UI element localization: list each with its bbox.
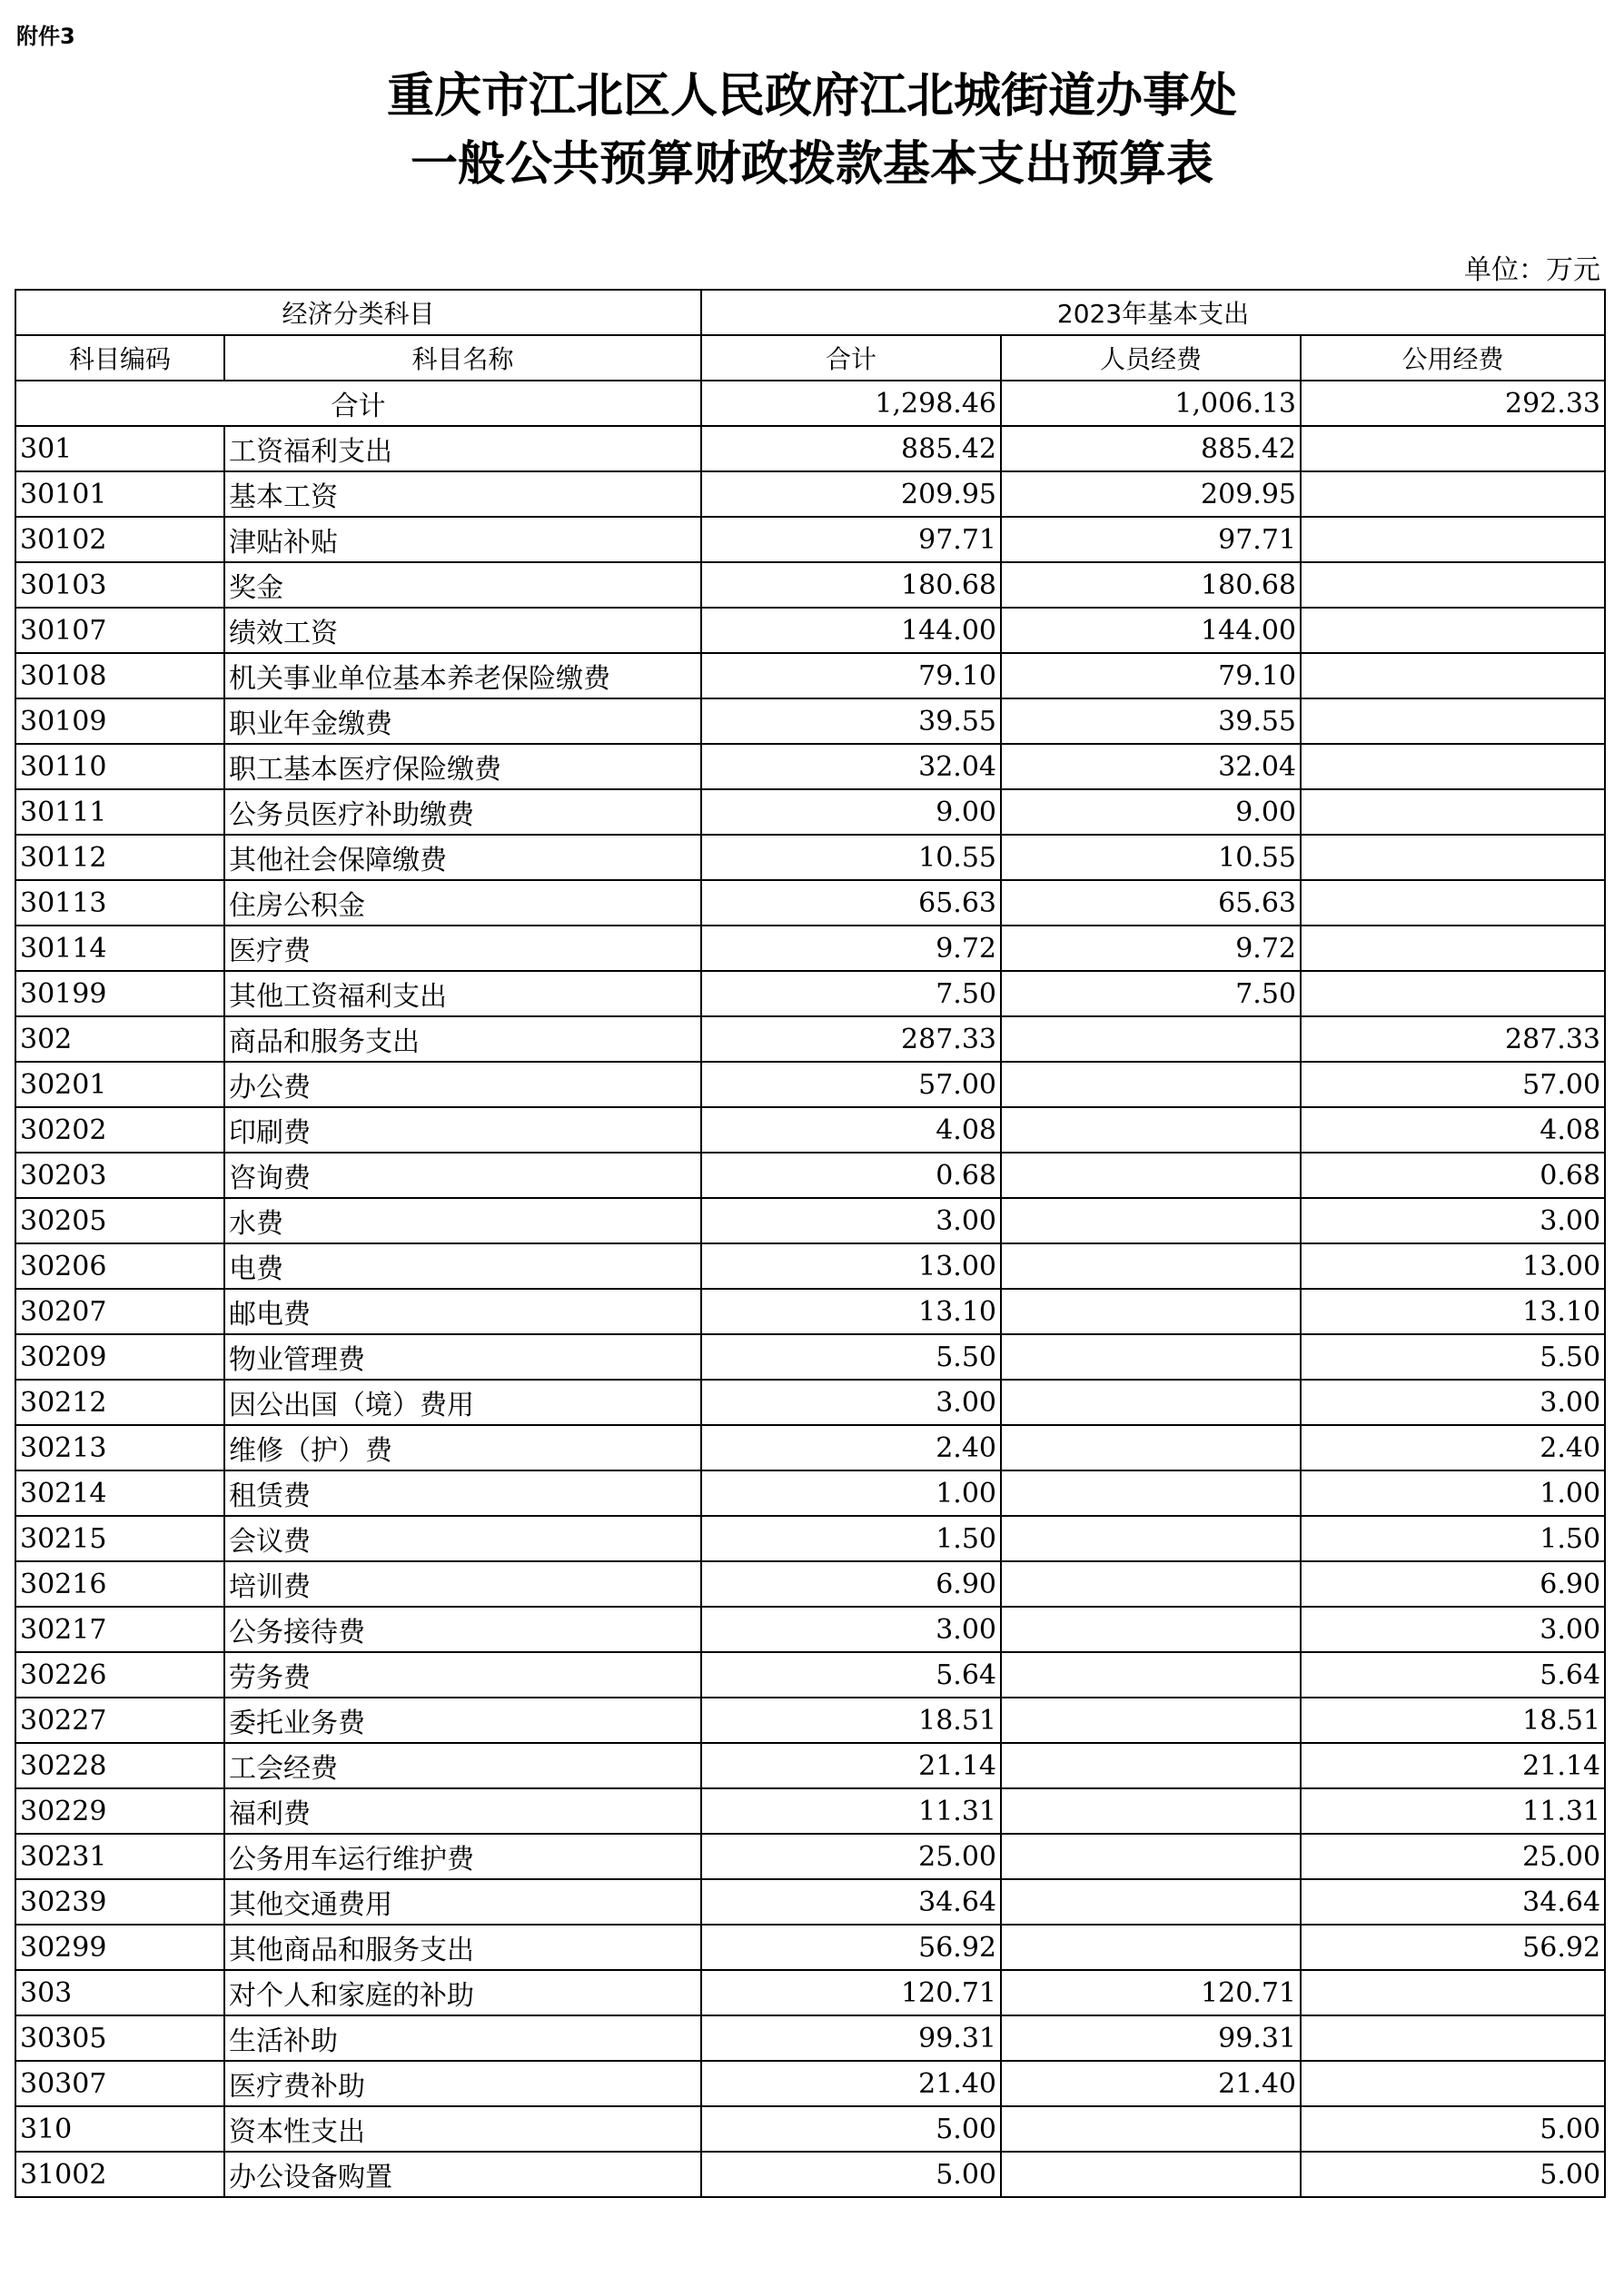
row-public	[1301, 471, 1605, 517]
row-public: 34.64	[1301, 1879, 1605, 1925]
row-name: 福利费	[224, 1788, 701, 1834]
table-row	[15, 698, 1605, 744]
header-subject-name: 科目名称	[224, 335, 701, 381]
row-total: 5.00	[701, 2106, 1001, 2152]
header-personnel-expense: 人员经费	[1001, 335, 1301, 381]
row-name: 对个人和家庭的补助	[224, 1970, 701, 2015]
row-total: 56.92	[701, 1925, 1001, 1970]
row-total: 5.64	[701, 1652, 1001, 1698]
row-personnel: 97.71	[1001, 517, 1301, 562]
row-total: 25.00	[701, 1834, 1001, 1879]
row-name: 印刷费	[224, 1107, 701, 1153]
row-personnel	[1001, 1516, 1301, 1561]
row-personnel	[1001, 1652, 1301, 1698]
row-public: 57.00	[1301, 1062, 1605, 1107]
row-public	[1301, 2015, 1605, 2061]
row-personnel	[1001, 1788, 1301, 1834]
total-row-public: 292.33	[1301, 381, 1605, 426]
row-personnel	[1001, 1107, 1301, 1153]
row-personnel: 32.04	[1001, 744, 1301, 789]
row-total: 21.14	[701, 1743, 1001, 1788]
row-total: 7.50	[701, 971, 1001, 1016]
row-total: 5.50	[701, 1334, 1001, 1380]
table-row	[15, 1788, 1605, 1834]
attachment-label: 附件3	[16, 24, 75, 49]
row-code: 30103	[15, 562, 224, 608]
table-row	[15, 789, 1605, 835]
row-name: 委托业务费	[224, 1698, 701, 1743]
row-code: 30202	[15, 1107, 224, 1153]
total-row-personnel: 1,006.13	[1001, 381, 1301, 426]
row-total: 21.40	[701, 2061, 1001, 2106]
row-personnel: 144.00	[1001, 608, 1301, 653]
table-row	[15, 971, 1605, 1016]
row-code: 30213	[15, 1425, 224, 1470]
row-total: 0.68	[701, 1153, 1001, 1198]
row-public	[1301, 517, 1605, 562]
row-public: 5.64	[1301, 1652, 1605, 1698]
row-code: 30108	[15, 653, 224, 698]
row-personnel: 120.71	[1001, 1970, 1301, 2015]
header-economic-category: 经济分类科目	[15, 290, 701, 335]
row-name: 奖金	[224, 562, 701, 608]
table-row	[15, 1243, 1605, 1289]
table-row	[15, 471, 1605, 517]
row-name: 工会经费	[224, 1743, 701, 1788]
row-public: 21.14	[1301, 1743, 1605, 1788]
row-total: 57.00	[701, 1062, 1001, 1107]
row-personnel	[1001, 1834, 1301, 1879]
row-public: 1.00	[1301, 1470, 1605, 1516]
row-personnel	[1001, 1925, 1301, 1970]
table-row	[15, 562, 1605, 608]
row-public: 11.31	[1301, 1788, 1605, 1834]
row-code: 30110	[15, 744, 224, 789]
row-public: 4.08	[1301, 1107, 1605, 1153]
row-personnel: 885.42	[1001, 426, 1301, 471]
row-code: 310	[15, 2106, 224, 2152]
row-code: 30217	[15, 1607, 224, 1652]
row-total: 2.40	[701, 1425, 1001, 1470]
row-public	[1301, 562, 1605, 608]
row-name: 资本性支出	[224, 2106, 701, 2152]
row-total: 3.00	[701, 1607, 1001, 1652]
row-code: 30102	[15, 517, 224, 562]
row-code: 30107	[15, 608, 224, 653]
row-total: 79.10	[701, 653, 1001, 698]
row-personnel: 180.68	[1001, 562, 1301, 608]
row-public: 25.00	[1301, 1834, 1605, 1879]
row-total: 9.00	[701, 789, 1001, 835]
row-total: 885.42	[701, 426, 1001, 471]
row-code: 30114	[15, 926, 224, 971]
row-total: 180.68	[701, 562, 1001, 608]
row-total: 287.33	[701, 1016, 1001, 1062]
row-name: 邮电费	[224, 1289, 701, 1334]
table-row	[15, 653, 1605, 698]
row-total: 13.00	[701, 1243, 1001, 1289]
row-total: 65.63	[701, 880, 1001, 926]
row-name: 租赁费	[224, 1470, 701, 1516]
table-row	[15, 880, 1605, 926]
table-row	[15, 1970, 1605, 2015]
table-row	[15, 1879, 1605, 1925]
row-personnel	[1001, 1062, 1301, 1107]
row-personnel: 9.00	[1001, 789, 1301, 835]
table-row	[15, 517, 1605, 562]
row-total: 209.95	[701, 471, 1001, 517]
row-code: 30212	[15, 1380, 224, 1425]
row-personnel	[1001, 2106, 1301, 2152]
row-total: 18.51	[701, 1698, 1001, 1743]
row-code: 30229	[15, 1788, 224, 1834]
row-personnel: 99.31	[1001, 2015, 1301, 2061]
table-row	[15, 1743, 1605, 1788]
row-personnel	[1001, 1016, 1301, 1062]
row-code: 30239	[15, 1879, 224, 1925]
row-personnel	[1001, 1243, 1301, 1289]
row-total: 6.90	[701, 1561, 1001, 1607]
row-code: 30216	[15, 1561, 224, 1607]
row-code: 30205	[15, 1198, 224, 1243]
table-row	[15, 1652, 1605, 1698]
table-row	[15, 1016, 1605, 1062]
row-public: 5.00	[1301, 2106, 1605, 2152]
title-line-1: 重庆市江北区人民政府江北城街道办事处	[386, 68, 1237, 124]
row-personnel: 65.63	[1001, 880, 1301, 926]
table-row	[15, 426, 1605, 471]
unit-label: 单位：万元	[1464, 254, 1600, 286]
row-total: 10.55	[701, 835, 1001, 880]
row-name: 劳务费	[224, 1652, 701, 1698]
row-public: 0.68	[1301, 1153, 1605, 1198]
row-code: 30231	[15, 1834, 224, 1879]
row-total: 3.00	[701, 1380, 1001, 1425]
row-personnel	[1001, 1425, 1301, 1470]
row-personnel: 9.72	[1001, 926, 1301, 971]
table-row	[15, 1925, 1605, 1970]
row-code: 30209	[15, 1334, 224, 1380]
row-name: 其他工资福利支出	[224, 971, 701, 1016]
row-total: 99.31	[701, 2015, 1001, 2061]
row-public: 3.00	[1301, 1607, 1605, 1652]
table-row	[15, 926, 1605, 971]
table-row	[15, 1470, 1605, 1516]
row-code: 31002	[15, 2152, 224, 2197]
table-row	[15, 1698, 1605, 1743]
table-row	[15, 2152, 1605, 2197]
row-personnel	[1001, 1470, 1301, 1516]
row-total: 9.72	[701, 926, 1001, 971]
row-total: 1.00	[701, 1470, 1001, 1516]
row-personnel	[1001, 1289, 1301, 1334]
row-code: 30206	[15, 1243, 224, 1289]
row-public	[1301, 608, 1605, 653]
row-personnel	[1001, 1198, 1301, 1243]
row-personnel	[1001, 1698, 1301, 1743]
row-code: 30201	[15, 1062, 224, 1107]
row-public: 3.00	[1301, 1380, 1605, 1425]
row-total: 32.04	[701, 744, 1001, 789]
row-total: 34.64	[701, 1879, 1001, 1925]
row-name: 物业管理费	[224, 1334, 701, 1380]
row-public	[1301, 835, 1605, 880]
row-public: 13.00	[1301, 1243, 1605, 1289]
row-code: 30101	[15, 471, 224, 517]
row-public: 13.10	[1301, 1289, 1605, 1334]
row-name: 其他商品和服务支出	[224, 1925, 701, 1970]
row-public	[1301, 698, 1605, 744]
page-title	[0, 62, 1624, 198]
row-public	[1301, 2061, 1605, 2106]
row-name: 因公出国（境）费用	[224, 1380, 701, 1425]
row-public	[1301, 653, 1605, 698]
table-row	[15, 744, 1605, 789]
row-total: 13.10	[701, 1289, 1001, 1334]
header-basic-expenditure-2023: 2023年基本支出	[701, 290, 1605, 335]
table-row	[15, 1107, 1605, 1153]
row-code: 30228	[15, 1743, 224, 1788]
row-code: 30113	[15, 880, 224, 926]
row-public: 6.90	[1301, 1561, 1605, 1607]
row-public	[1301, 426, 1605, 471]
row-name: 水费	[224, 1198, 701, 1243]
row-total: 11.31	[701, 1788, 1001, 1834]
table-body	[15, 381, 1605, 2197]
row-code: 30299	[15, 1925, 224, 1970]
row-name: 工资福利支出	[224, 426, 701, 471]
table-row	[15, 1289, 1605, 1334]
table-row	[15, 1153, 1605, 1198]
row-code: 30112	[15, 835, 224, 880]
row-public	[1301, 926, 1605, 971]
row-total: 3.00	[701, 1198, 1001, 1243]
row-name: 公务员医疗补助缴费	[224, 789, 701, 835]
row-personnel	[1001, 1743, 1301, 1788]
table-row	[15, 2015, 1605, 2061]
row-personnel: 21.40	[1001, 2061, 1301, 2106]
row-name: 医疗费补助	[224, 2061, 701, 2106]
title-line-2: 一般公共预算财政拨款基本支出预算表	[410, 136, 1213, 192]
table-row	[15, 2106, 1605, 2152]
row-personnel	[1001, 2152, 1301, 2197]
table-row	[15, 1198, 1605, 1243]
row-personnel	[1001, 1334, 1301, 1380]
row-personnel: 10.55	[1001, 835, 1301, 880]
row-public: 5.50	[1301, 1334, 1605, 1380]
row-public: 287.33	[1301, 1016, 1605, 1062]
row-name: 住房公积金	[224, 880, 701, 926]
table-row	[15, 1607, 1605, 1652]
row-code: 30214	[15, 1470, 224, 1516]
row-name: 机关事业单位基本养老保险缴费	[224, 653, 701, 698]
row-name: 公务用车运行维护费	[224, 1834, 701, 1879]
row-name: 会议费	[224, 1516, 701, 1561]
row-name: 商品和服务支出	[224, 1016, 701, 1062]
row-public	[1301, 1970, 1605, 2015]
row-name: 咨询费	[224, 1153, 701, 1198]
row-name: 办公费	[224, 1062, 701, 1107]
row-name: 维修（护）费	[224, 1425, 701, 1470]
row-personnel	[1001, 1879, 1301, 1925]
row-public	[1301, 971, 1605, 1016]
row-total: 4.08	[701, 1107, 1001, 1153]
row-code: 30109	[15, 698, 224, 744]
row-public: 1.50	[1301, 1516, 1605, 1561]
row-total: 144.00	[701, 608, 1001, 653]
total-row	[15, 381, 1605, 426]
row-total: 120.71	[701, 1970, 1001, 2015]
table-row	[15, 1561, 1605, 1607]
row-name: 其他交通费用	[224, 1879, 701, 1925]
row-name: 基本工资	[224, 471, 701, 517]
row-code: 30215	[15, 1516, 224, 1561]
row-name: 公务接待费	[224, 1607, 701, 1652]
row-name: 生活补助	[224, 2015, 701, 2061]
row-public	[1301, 880, 1605, 926]
row-public: 18.51	[1301, 1698, 1605, 1743]
total-row-total: 1,298.46	[701, 381, 1001, 426]
row-name: 其他社会保障缴费	[224, 835, 701, 880]
header-group-row	[15, 290, 1605, 335]
table-row	[15, 1334, 1605, 1380]
row-code: 30227	[15, 1698, 224, 1743]
row-code: 301	[15, 426, 224, 471]
row-name: 津贴补贴	[224, 517, 701, 562]
table-row	[15, 835, 1605, 880]
row-name: 职业年金缴费	[224, 698, 701, 744]
row-personnel: 39.55	[1001, 698, 1301, 744]
total-row-label: 合计	[15, 381, 701, 426]
table-row	[15, 608, 1605, 653]
row-code: 302	[15, 1016, 224, 1062]
row-personnel	[1001, 1561, 1301, 1607]
row-personnel	[1001, 1153, 1301, 1198]
row-name: 医疗费	[224, 926, 701, 971]
row-total: 1.50	[701, 1516, 1001, 1561]
row-personnel: 209.95	[1001, 471, 1301, 517]
row-total: 39.55	[701, 698, 1001, 744]
row-code: 30207	[15, 1289, 224, 1334]
row-total: 5.00	[701, 2152, 1001, 2197]
table-row	[15, 1062, 1605, 1107]
row-public	[1301, 744, 1605, 789]
header-total: 合计	[701, 335, 1001, 381]
row-code: 30199	[15, 971, 224, 1016]
row-public	[1301, 789, 1605, 835]
table-row	[15, 1425, 1605, 1470]
row-code: 303	[15, 1970, 224, 2015]
row-name: 办公设备购置	[224, 2152, 701, 2197]
row-personnel	[1001, 1380, 1301, 1425]
row-code: 30307	[15, 2061, 224, 2106]
row-personnel: 7.50	[1001, 971, 1301, 1016]
table-row	[15, 1834, 1605, 1879]
row-name: 绩效工资	[224, 608, 701, 653]
row-code: 30305	[15, 2015, 224, 2061]
row-name: 培训费	[224, 1561, 701, 1607]
row-public: 56.92	[1301, 1925, 1605, 1970]
row-name: 职工基本医疗保险缴费	[224, 744, 701, 789]
table-row	[15, 1380, 1605, 1425]
row-public: 3.00	[1301, 1198, 1605, 1243]
row-public: 2.40	[1301, 1425, 1605, 1470]
row-code: 30226	[15, 1652, 224, 1698]
row-total: 97.71	[701, 517, 1001, 562]
row-personnel	[1001, 1607, 1301, 1652]
table-row	[15, 2061, 1605, 2106]
row-code: 30203	[15, 1153, 224, 1198]
header-column-row	[15, 335, 1605, 381]
row-code: 30111	[15, 789, 224, 835]
budget-table	[15, 289, 1606, 2198]
header-public-expense: 公用经费	[1301, 335, 1605, 381]
header-subject-code: 科目编码	[15, 335, 224, 381]
row-public: 5.00	[1301, 2152, 1605, 2197]
row-personnel: 79.10	[1001, 653, 1301, 698]
row-name: 电费	[224, 1243, 701, 1289]
table-row	[15, 1516, 1605, 1561]
